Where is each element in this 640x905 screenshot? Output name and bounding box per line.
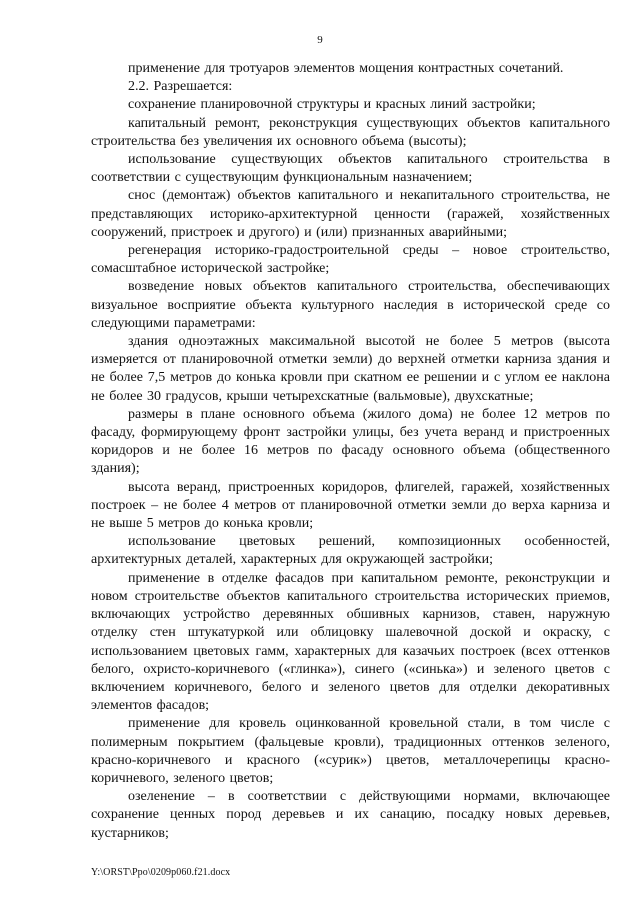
document-body <box>91 60 610 843</box>
page-number: 9 <box>317 34 323 46</box>
paragraph-color-solutions: использование цветовых решений, композиционных особенностей, архитектурных деталей, характерных для окружающей застройки; <box>91 534 610 568</box>
paragraph-preserve-structure: сохранение планировочной структуры и красных линий застройки; <box>128 97 536 113</box>
paragraph-plan-dimensions: размеры в плане основного объема (жилого дома) не более 12 метров по фасаду, формирующему фронт застройки улицы, без учета веранд и пристроенных коридоров и не более 16 метров по фасаду основного объема (общественного здания); <box>91 406 610 477</box>
paragraph-roofing: применение для кровель оцинкованной кровельной стали, в том числе с полимерным покрытием (фальцевые кровли), традиционных оттенков зеленого, красно-коричневого и красного («сурик») цветов, металлочерепицы красно-коричневого, зеленого цветов; <box>91 716 610 786</box>
footer-file-path: Y:\ORST\Ppo\0209p060.f21.docx <box>91 867 231 878</box>
paragraph-new-construction: возведение новых объектов капитального строительства, обеспечивающих визуальное восприятие объекта культурного наследия в исторической среде со следующими параметрами: <box>91 279 610 331</box>
paragraph-capital-repair: капитальный ремонт, реконструкция существующих объектов капитального строительства без увеличения их основного объема (высоты); <box>91 115 610 149</box>
paragraph-outbuilding-height: высота веранд, пристроенных коридоров, флигелей, гаражей, хозяйственных построек – не более 4 метров от планировочной отметки земли до верха карниза и не выше 5 метров до конька кровли; <box>91 479 610 532</box>
paragraph-use-existing: использование существующих объектов капитального строительства в соответствии с существующим функциональным назначением; <box>91 152 610 186</box>
paragraph-landscaping: озеленение – в соответствии с действующими нормами, включающее сохранение ценных пород деревьев и их санацию, посадку новых деревьев, кустарников; <box>91 789 610 841</box>
paragraph-demolition: снос (демонтаж) объектов капитального и некапитального строительства, не представляющих историко-архитектурной ценности (гаражей, хозяйственных сооружений, пристроек и другого) и (или) признанных аварийными; <box>91 188 610 240</box>
paragraph-regeneration: регенерация историко-градостроительной среды – новое строительство, сомасштабное исторической застройке; <box>91 243 610 277</box>
section-heading-2-2: 2.2. Разрешается: <box>128 79 233 95</box>
paragraph-paving: применение для тротуаров элементов мощения контрастных сочетаний. <box>128 61 564 76</box>
paragraph-building-height: здания одноэтажных максимальной высотой не более 5 метров (высота измеряется от планировочной отметки земли) до верхней отметки карниза здания и не более 7,5 метров до конька кровли при скатном ее решении и с углом ее наклона не более 30 градусов, крыши четырехскатные (вальмовые), двухскатные; <box>91 334 610 404</box>
paragraph-facade-finishing: применение в отделке фасадов при капитальном ремонте, реконструкции и новом строительстве объектов капитального строительства исторических приемов, включающих устройство деревянных обшивных карнизов, ставен, наружную отделку стен штукатуркой или облицовку шалевочной доской и окраску, с использованием цветовых гамм, характерных для казачьих построек (всех оттенков белого, охристо-коричневого («глинка»), синего («синька») и зеленого цветов с включением коричневого, белого и зеленого цветов для отделки декоративных элементов фасадов; <box>91 570 610 714</box>
